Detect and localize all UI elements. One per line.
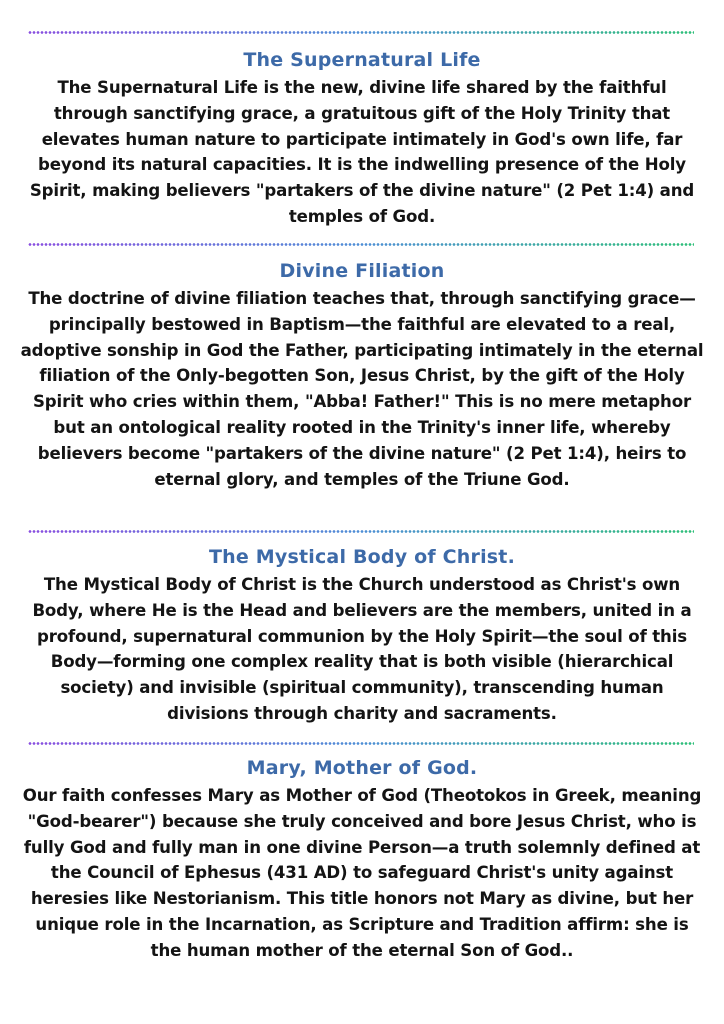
section-body: The doctrine of divine filiation teaches that, through sanctifying grace—principally bestowed in Baptism—the faithful are elevated to a real, adoptive sonship in God the Father, participating intimately in the eternal filiation of the Only-begotten Son, Jesus Christ, by the gift of the Holy Spirit who cries within them, "Abba! Father!" This is no mere metaphor but an ontological reality rooted in the Trinity's inner life, whereby believers become "partakers of the divine nature" (2 Pet 1:4), heirs to eternal glory, and temples of the Triune God.: [20, 289, 704, 489]
section-supernatural-life: [20, 48, 704, 230]
section-body: The Mystical Body of Christ is the Church understood as Christ's own Body, where He is the Head and believers are the members, united in a profound, supernatural communion by the Holy Spirit—the soul of this Body—forming one complex reality that is both visible (hierarchical society) and invisible (spiritual community), transcending human divisions through charity and sacraments.: [32, 575, 692, 723]
section-title: Divine Filiation: [279, 260, 445, 282]
section-mary-mother-of-god: [20, 756, 704, 964]
section-body: Our faith confesses Mary as Mother of God (Theotokos in Greek, meaning "God-bearer") because she truly conceived and bore Jesus Christ, who is fully God and fully man in one divine Person—a truth solemnly defined at the Council of Ephesus (431 AD) to safeguard Christ's unity against heresies like Nestorianism. This title honors not Mary as divine, but her unique role in the Incarnation, as Scripture and Tradition affirm: she is the human mother of the eternal Son of God..: [22, 786, 702, 960]
divider: [28, 530, 694, 533]
section-title: The Supernatural Life: [243, 49, 481, 71]
divider: [28, 31, 694, 34]
section-title: The Mystical Body of Christ.: [208, 546, 516, 568]
section-body: The Supernatural Life is the new, divine life shared by the faithful through sanctifying grace, a gratuitous gift of the Holy Trinity that elevates human nature to participate intimately in God's own life, far beyond its natural capacities. It is the indwelling presence of the Holy Spirit, making believers "partakers of the divine nature" (2 Pet 1:4) and temples of God.: [29, 78, 695, 226]
section-divine-filiation: [20, 259, 704, 492]
divider: [28, 742, 694, 745]
divider: [28, 243, 694, 246]
section-mystical-body: [20, 545, 704, 727]
section-title: Mary, Mother of God.: [246, 757, 478, 779]
